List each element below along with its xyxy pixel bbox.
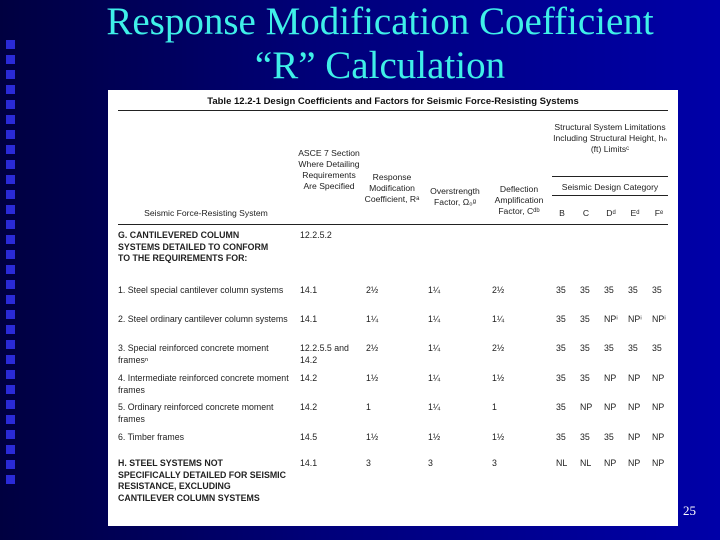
row-omega: 1¼ [428, 373, 441, 383]
row-b: 35 [556, 373, 566, 383]
row-d: 35 [604, 343, 614, 353]
row-r: 1½ [366, 373, 379, 383]
header-sdc: Seismic Design Category [561, 182, 659, 192]
slide-title-line2: “R” Calculation [254, 44, 506, 87]
group-h-omega: 3 [428, 458, 433, 468]
table-caption: Table 12.2-1 Design Coefficients and Factors for Seismic Force-Resisting Systems [207, 96, 579, 107]
group-g-section: 12.2.5.2 [300, 230, 332, 240]
row-r: 1¼ [366, 314, 379, 324]
row-e: NP [628, 432, 641, 442]
page-number: 25 [683, 503, 696, 518]
row-f: 35 [652, 285, 662, 295]
row-r: 2½ [366, 285, 379, 295]
header-cd: Deflection Amplification Factor, Cᵈᵇ [494, 184, 544, 216]
row-system: 1. Steel special cantilever column systems [118, 285, 284, 295]
row-d: 35 [604, 432, 614, 442]
table-image-panel [108, 90, 678, 526]
row-cd: 2½ [492, 285, 505, 295]
row-r: 2½ [366, 343, 379, 353]
row-f: NP [652, 432, 665, 442]
row-c: 35 [580, 285, 590, 295]
row-b: 35 [556, 343, 566, 353]
row-section: 14.1 [300, 314, 318, 324]
row-system: 2. Steel ordinary cantilever column systems [118, 314, 288, 324]
group-h-c: NL [580, 458, 592, 468]
row-f: NP [652, 373, 665, 383]
row-cd: 2½ [492, 343, 505, 353]
decorative-bullet-strip [4, 40, 18, 500]
group-h-label: H. STEEL SYSTEMS NOT SPECIFICALLY DETAILED FOR SEISMIC RESISTANCE, EXCLUDING CANTILEVER COLUMN SYSTEMS [118, 458, 286, 503]
row-b: 35 [556, 432, 566, 442]
slide-title-line1: Response Modification Coefficient [106, 0, 654, 43]
row-omega: 1¼ [428, 285, 441, 295]
row-omega: 1¼ [428, 343, 441, 353]
row-e: 35 [628, 343, 638, 353]
row-system: 3. Special reinforced concrete moment framesⁿ [118, 343, 269, 365]
header-limits: Structural System Limitations Including Structural Height, hₙ (ft) Limitsᶜ [553, 122, 667, 154]
row-d: NPⁱ [604, 314, 618, 324]
row-cd: 1 [492, 402, 497, 412]
header-rule [118, 224, 668, 225]
row-cd: 1½ [492, 432, 505, 442]
row-d: 35 [604, 285, 614, 295]
row-omega: 1¼ [428, 402, 441, 412]
group-h-section: 14.1 [300, 458, 318, 468]
group-h-f: NP [652, 458, 665, 468]
row-omega: 1¼ [428, 314, 441, 324]
row-d: NP [604, 373, 617, 383]
group-h-b: NL [556, 458, 568, 468]
row-r: 1 [366, 402, 371, 412]
row-system: 4. Intermediate reinforced concrete moment frames [118, 373, 289, 395]
sdc-rule [552, 195, 668, 196]
slide-title [90, 0, 670, 88]
row-c: 35 [580, 314, 590, 324]
row-b: 35 [556, 314, 566, 324]
row-c: 35 [580, 432, 590, 442]
header-cat-f: Fᵉ [654, 208, 664, 218]
row-omega: 1½ [428, 432, 441, 442]
caption-rule [118, 110, 668, 111]
row-f: NPⁱ [652, 314, 666, 324]
group-h-d: NP [604, 458, 617, 468]
row-e: NPⁱ [628, 314, 642, 324]
row-section: 12.2.5.5 and 14.2 [300, 343, 349, 365]
row-b: 35 [556, 402, 566, 412]
header-asce-section: ASCE 7 Section Where Detailing Requirements Are Specified [298, 148, 360, 191]
row-section: 14.2 [300, 402, 318, 412]
row-system: 6. Timber frames [118, 432, 184, 442]
group-h-cd: 3 [492, 458, 497, 468]
limits-rule [552, 176, 668, 177]
row-r: 1½ [366, 432, 379, 442]
row-b: 35 [556, 285, 566, 295]
header-cat-c: C [582, 208, 590, 218]
header-cat-d: Dᵈ [606, 208, 616, 218]
header-cat-b: B [559, 208, 565, 218]
row-c: 35 [580, 373, 590, 383]
header-cat-e: Eᵈ [630, 208, 640, 218]
group-g-label: G. CANTILEVERED COLUMN SYSTEMS DETAILED TO CONFORM TO THE REQUIREMENTS FOR: [118, 230, 269, 263]
row-section: 14.2 [300, 373, 318, 383]
header-system: Seismic Force-Resisting System [144, 208, 268, 218]
row-e: NP [628, 402, 641, 412]
row-cd: 1¼ [492, 314, 505, 324]
row-d: NP [604, 402, 617, 412]
group-h-e: NP [628, 458, 641, 468]
header-r: Response Modification Coefficient, Rᵃ [364, 172, 420, 204]
row-f: 35 [652, 343, 662, 353]
row-c: 35 [580, 343, 590, 353]
row-system: 5. Ordinary reinforced concrete moment frames [118, 402, 274, 424]
row-c: NP [580, 402, 593, 412]
row-e: NP [628, 373, 641, 383]
row-e: 35 [628, 285, 638, 295]
group-h-r: 3 [366, 458, 371, 468]
row-section: 14.5 [300, 432, 318, 442]
header-omega: Overstrength Factor, Ω₀ᵍ [430, 186, 480, 207]
row-section: 14.1 [300, 285, 318, 295]
row-f: NP [652, 402, 665, 412]
row-cd: 1½ [492, 373, 505, 383]
